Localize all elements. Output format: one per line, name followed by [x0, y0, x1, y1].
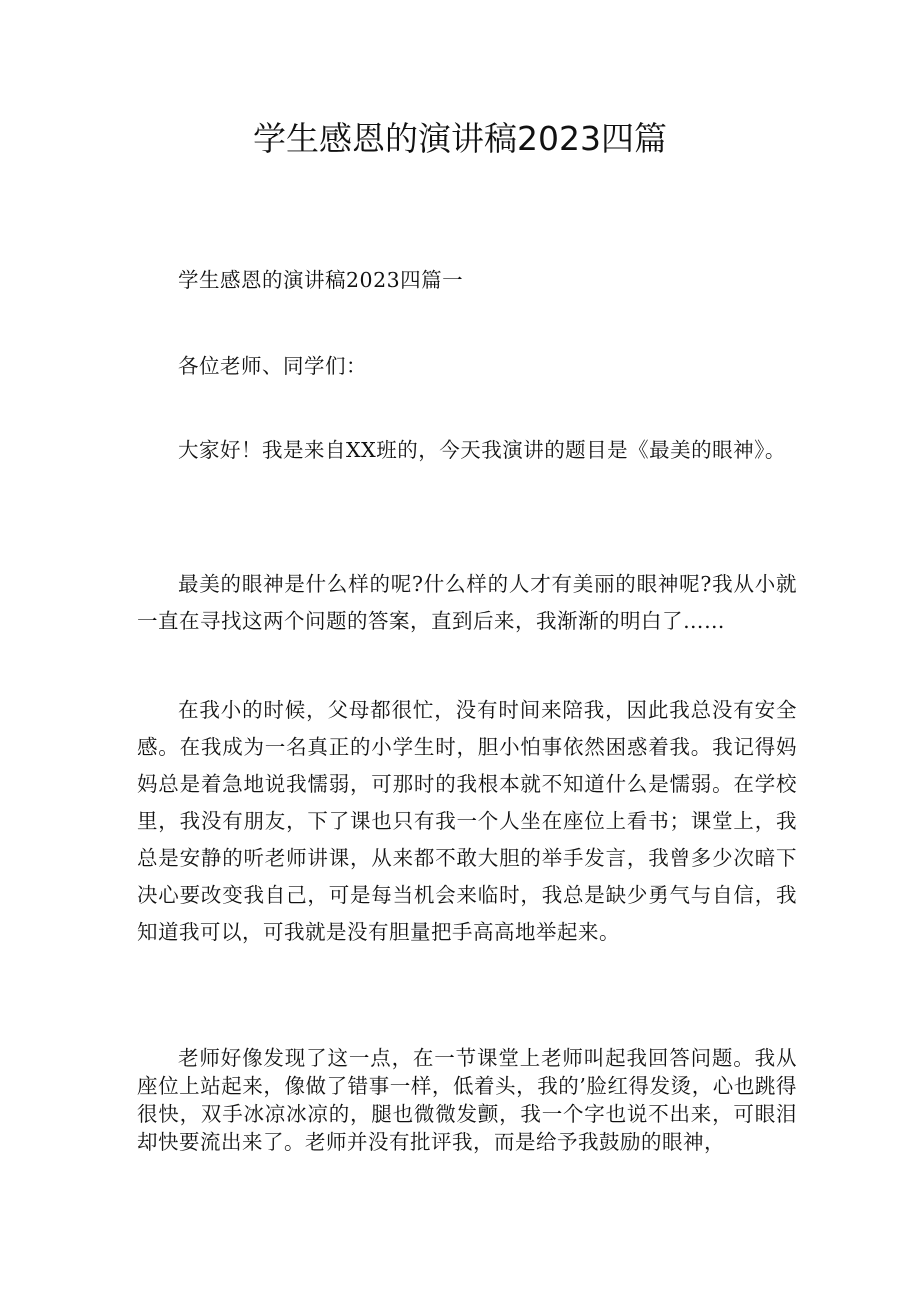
document-title: 学生感恩的演讲稿2023四篇	[253, 119, 667, 158]
salutation-paragraph: 各位老师、同学们：	[178, 354, 367, 378]
body-paragraph: 老师好像发现了这一点，在一节课堂上老师叫起我回答问题。我从座位上站起来，像做了错事一样，低着头，我的’脸红得发烫，心也跳得很快，双手冰凉冰凉的，腿也微微发颤，我一个字也说不出来，可眼泪却快要流出来了。老师并没有批评我，而是给予我鼓励的眼神，	[137, 1046, 797, 1154]
body-paragraph: 在我小的时候，父母都很忙，没有时间来陪我，因此我总没有安全感。在我成为一名真正的小学生时，胆小怕事依然困惑着我。我记得妈妈总是着急地说我懦弱，可那时的我根本就不知道什么是懦弱。在学校里，我没有朋友，下了课也只有我一个人坐在座位上看书；课堂上，我总是安静的听老师讲课，从来都不敢大胆的举手发言，我曾多少次暗下决心要改变我自己，可是每当机会来临时，我总是缺少勇气与自信，我知道我可以，可我就是没有胆量把手高高地举起来。	[137, 698, 797, 944]
greeting-paragraph: 大家好！我是来自XX班的，今天我演讲的题目是《最美的眼神》。	[178, 438, 786, 462]
section-heading: 学生感恩的演讲稿2023四篇一	[178, 268, 464, 292]
body-paragraph: 最美的眼神是什么样的呢?什么样的人才有美丽的眼神呢?我从小就一直在寻找这两个问题的答案，直到后来，我渐渐的明白了……	[137, 572, 797, 633]
